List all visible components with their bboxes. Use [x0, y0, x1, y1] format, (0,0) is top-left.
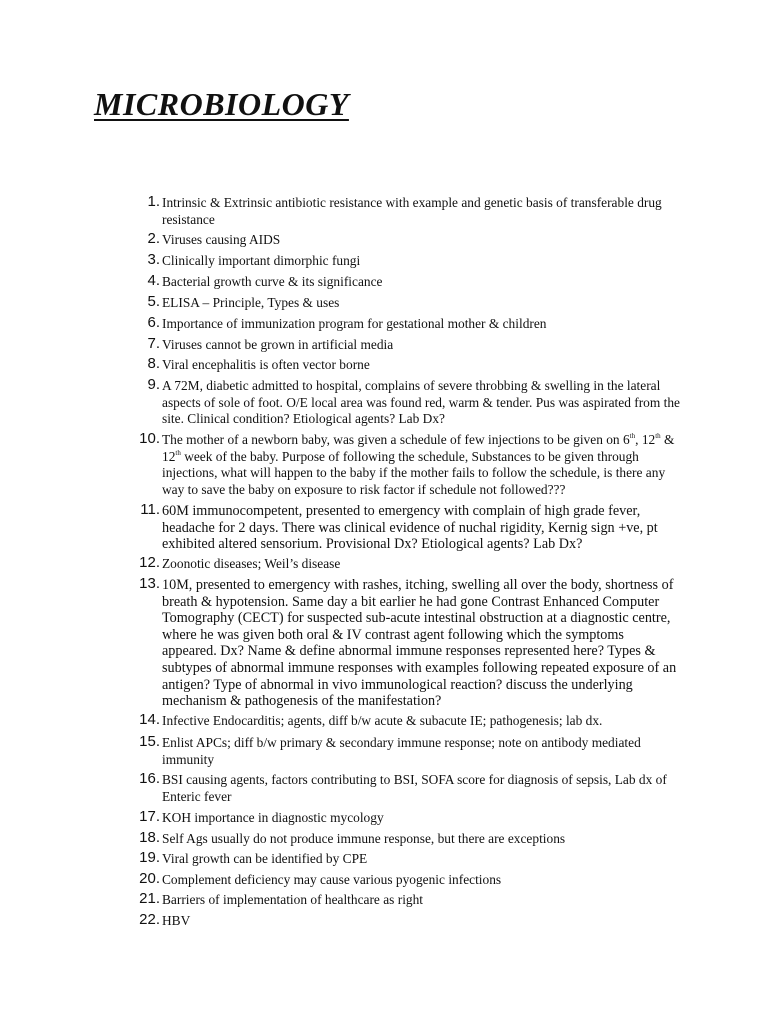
item-text: A 72M, diabetic admitted to hospital, complains of severe throbbing & swelling in the lateral aspects of sole of foot. O/E local area was found red, warm & tender. Pus was aspirated from the site. Clinical condition? Etiological agents? Lab Dx?: [162, 378, 680, 426]
item-text: Enlist APCs; diff b/w primary & secondary immune response; note on antibody mediated immunity: [162, 735, 641, 767]
item-text: Viral growth can be identified by CPE: [162, 851, 368, 866]
item-number: 5.: [147, 293, 160, 310]
item-number: 16.: [139, 770, 160, 787]
item-text: 10M, presented to emergency with rashes, itching, swelling all over the body, shortness of breath & hypotension. Same day a bit earlier he had gone Contrast Enhanced Computer Tomography (CECT) for suspected sub-acute intestinal obstruction at a diagnostic centre, where he was given both oral & IV contrast agent following which the symptoms appeared. Dx? Name & define abnormal immune responses represented here? Types & subtypes of abnormal immune responses with examples following repeated exposure of an antigen? Type of abnormal in vivo immunological reaction? discuss the underlying mechanism & pathogenesis of the manifestation?: [162, 577, 677, 710]
item-number: 2.: [147, 230, 160, 247]
item-number: 14.: [139, 711, 160, 728]
item-text: Barriers of implementation of healthcare as right: [162, 892, 424, 907]
item-number: 17.: [139, 808, 160, 825]
item-text: Importance of immunization program for gestational mother & children: [162, 316, 547, 331]
item-text: Zoonotic diseases; Weil’s disease: [162, 556, 341, 571]
item-text: Viruses causing AIDS: [162, 232, 281, 247]
item-text: ELISA – Principle, Types & uses: [162, 295, 340, 310]
item-number: 20.: [139, 870, 160, 887]
item-number: 3.: [147, 251, 160, 268]
item-number: 13.: [139, 575, 160, 592]
item-text: Infective Endocarditis; agents, diff b/w acute & subacute IE; pathogenesis; lab dx.: [162, 713, 603, 728]
item-number: 21.: [139, 890, 160, 907]
page-title: MICROBIOLOGY: [94, 86, 349, 122]
item-text: Viral encephalitis is often vector borne: [162, 357, 370, 372]
item-number: 12.: [139, 554, 160, 571]
item-number: 19.: [139, 849, 160, 866]
item-text: Bacterial growth curve & its significance: [162, 274, 383, 289]
item-number: 1.: [147, 193, 160, 210]
item-text: 60M immunocompetent, presented to emergency with complain of high grade fever, headache for 2 days. There was clinical evidence of nuchal rigidity, Kernig sign +ve, pt exhibited altered sensorium. Provisional Dx? Etiological agents? Lab Dx?: [162, 503, 658, 553]
item-text: Complement deficiency may cause various pyogenic infections: [162, 872, 502, 887]
item-number: 22.: [139, 911, 160, 928]
item-number: 15.: [139, 733, 160, 750]
item-text: Intrinsic & Extrinsic antibiotic resistance with example and genetic basis of transferable drug resistance: [162, 195, 662, 227]
item-number: 8.: [147, 355, 160, 372]
item-text: Viruses cannot be grown in artificial media: [162, 337, 394, 352]
item-number: 10.: [139, 430, 160, 447]
item-text: BSI causing agents, factors contributing to BSI, SOFA score for diagnosis of sepsis, Lab dx of Enteric fever: [162, 772, 667, 804]
item-number: 11.: [140, 501, 160, 518]
item-number: 4.: [147, 272, 160, 289]
item-number: 18.: [139, 829, 160, 846]
item-text: Self Ags usually do not produce immune response, but there are exceptions: [162, 831, 566, 846]
item-number: 7.: [147, 335, 160, 352]
item-text: HBV: [162, 913, 191, 928]
item-text: The mother of a newborn baby, was given a schedule of few injections to be given on 6th, 12th & 12th week of the baby. Purpose of following the schedule, Substances to be given through injections, what will happen to the baby if the mother fails to follow the schedule, is there any way to save the baby on exposure to risk factor if schedule not followed???: [162, 432, 675, 497]
item-number: 6.: [147, 314, 160, 331]
item-text: KOH importance in diagnostic mycology: [162, 810, 384, 825]
item-text: Clinically important dimorphic fungi: [162, 253, 361, 268]
item-number: 9.: [147, 376, 160, 393]
